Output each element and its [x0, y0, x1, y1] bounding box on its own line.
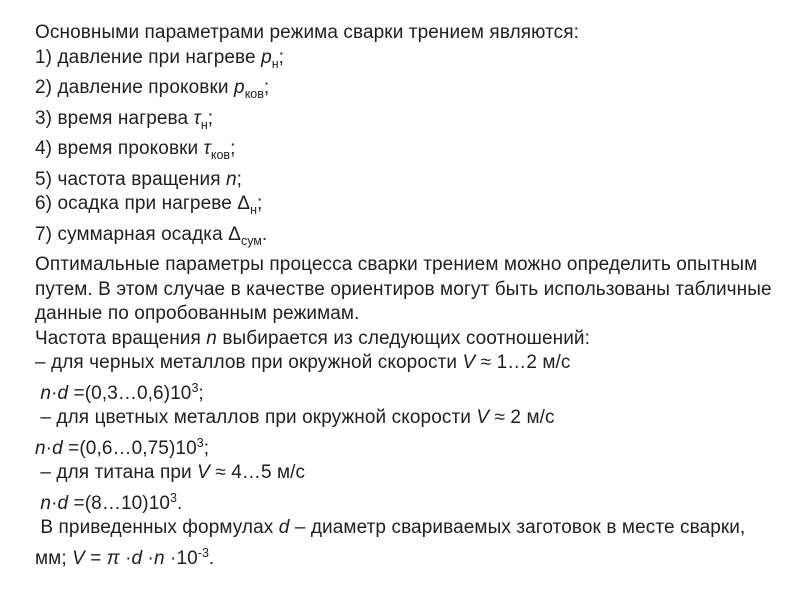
text-line — [35, 168, 800, 193]
text-segment: ков — [210, 148, 231, 162]
text-segment: π — [106, 547, 120, 569]
text-segment: p — [234, 77, 245, 98]
text-segment: d — [57, 492, 69, 514]
text-segment: 1) давление при нагреве — [35, 46, 262, 68]
text-segment: ; — [230, 138, 236, 159]
text-segment: n — [40, 492, 52, 514]
text-segment: мм; — [35, 547, 73, 569]
text-line — [35, 46, 800, 77]
text-segment: ≈ 1…2 м/с — [475, 352, 571, 373]
text-segment: – диаметр свариваемых заготовок в месте сварки, — [289, 517, 746, 538]
text-segment: 6) осадка при нагреве Δ — [35, 193, 251, 214]
text-segment: 5) частота вращения — [35, 168, 226, 190]
text-line — [35, 327, 800, 352]
text-line — [35, 137, 800, 168]
text-segment: 3) время нагрева — [35, 107, 194, 129]
text-line — [35, 516, 800, 541]
text-segment: ·10 — [164, 547, 198, 569]
text-segment: 4) время проковки — [35, 138, 204, 159]
text-line — [35, 406, 800, 431]
text-segment: V — [72, 547, 85, 569]
text-segment: . — [261, 223, 268, 245]
text-segment: путем. В этом случае в качестве ориентиров могут быть использованы табличные — [35, 278, 772, 300]
text-segment: n — [226, 168, 237, 190]
text-segment: · — [142, 547, 154, 569]
text-segment: ; — [256, 193, 263, 214]
text-line — [35, 107, 800, 138]
text-segment: 2) давление проковки — [35, 77, 235, 98]
text-segment: n — [206, 327, 217, 349]
text-line — [35, 376, 800, 407]
text-segment: n — [40, 382, 52, 404]
text-segment: ков — [244, 87, 264, 101]
text-segment: ; — [263, 77, 270, 98]
text-line — [35, 461, 800, 486]
text-line — [35, 223, 800, 254]
text-segment: Частота вращения — [35, 327, 207, 349]
text-segment: · — [119, 547, 132, 569]
text-segment: ≈ 2 м/с — [489, 407, 555, 428]
text-segment: d — [57, 382, 69, 404]
text-segment: V — [462, 352, 476, 373]
text-line — [35, 431, 800, 462]
text-segment: ; — [236, 168, 243, 190]
text-segment: Оптимальные параметры процесса сварки трением можно определить опытным — [35, 254, 758, 275]
text-line — [35, 253, 800, 278]
text-segment: = — [84, 547, 107, 569]
text-segment: . — [208, 547, 215, 569]
text-segment: ; — [207, 107, 214, 129]
text-segment: . — [177, 492, 183, 514]
text-segment: н — [250, 203, 257, 217]
text-segment: н — [271, 56, 279, 71]
text-line — [35, 541, 800, 572]
text-segment: n — [35, 437, 46, 459]
text-segment: =(8…10)10 — [68, 492, 171, 514]
text-segment: d — [52, 437, 63, 459]
text-segment: p — [261, 46, 272, 68]
text-segment: =(0,6…0,75)10 — [62, 437, 197, 459]
text-segment: n — [153, 547, 165, 569]
text-segment: V — [197, 462, 210, 483]
text-segment: ; — [198, 382, 204, 404]
text-segment: -3 — [197, 545, 209, 560]
text-segment: 3 — [170, 490, 177, 505]
text-segment: 7) суммарная осадка Δ — [35, 223, 241, 245]
text-segment: ; — [278, 46, 285, 68]
text-line — [35, 192, 800, 223]
text-segment: ≈ 4…5 м/с — [209, 462, 306, 483]
text-segment: В приведенных формулах — [35, 517, 279, 538]
text-line — [35, 21, 800, 46]
text-segment: выбирается из следующих соотношений: — [216, 327, 591, 349]
text-line — [35, 486, 800, 517]
document-text — [35, 21, 800, 571]
text-line — [35, 302, 800, 327]
text-segment: τ — [203, 138, 211, 159]
text-segment: – для черных металлов при окружной скорости — [35, 352, 463, 373]
text-line — [35, 278, 800, 303]
text-line — [35, 351, 800, 376]
text-segment: · — [51, 492, 58, 514]
text-segment: Основными параметрами режима сварки трением являются: — [35, 22, 580, 43]
text-segment: – для титана при — [35, 462, 198, 483]
text-segment: сум — [240, 233, 262, 248]
text-segment: τ — [193, 107, 201, 129]
text-segment: 3 — [191, 380, 199, 395]
text-line — [35, 76, 800, 107]
text-segment: d — [278, 517, 290, 538]
text-segment: · — [45, 437, 53, 459]
text-segment: – для цветных металлов при окружной скорости — [35, 407, 477, 428]
text-segment: =(0,3…0,6)10 — [68, 382, 192, 404]
text-segment: данные по опробованным режимам. — [35, 303, 360, 324]
text-segment: н — [200, 117, 208, 132]
text-segment: ; — [203, 437, 210, 459]
text-segment: 3 — [196, 435, 204, 450]
text-segment: · — [51, 382, 58, 404]
text-segment: d — [131, 547, 143, 569]
text-segment: V — [476, 407, 490, 428]
